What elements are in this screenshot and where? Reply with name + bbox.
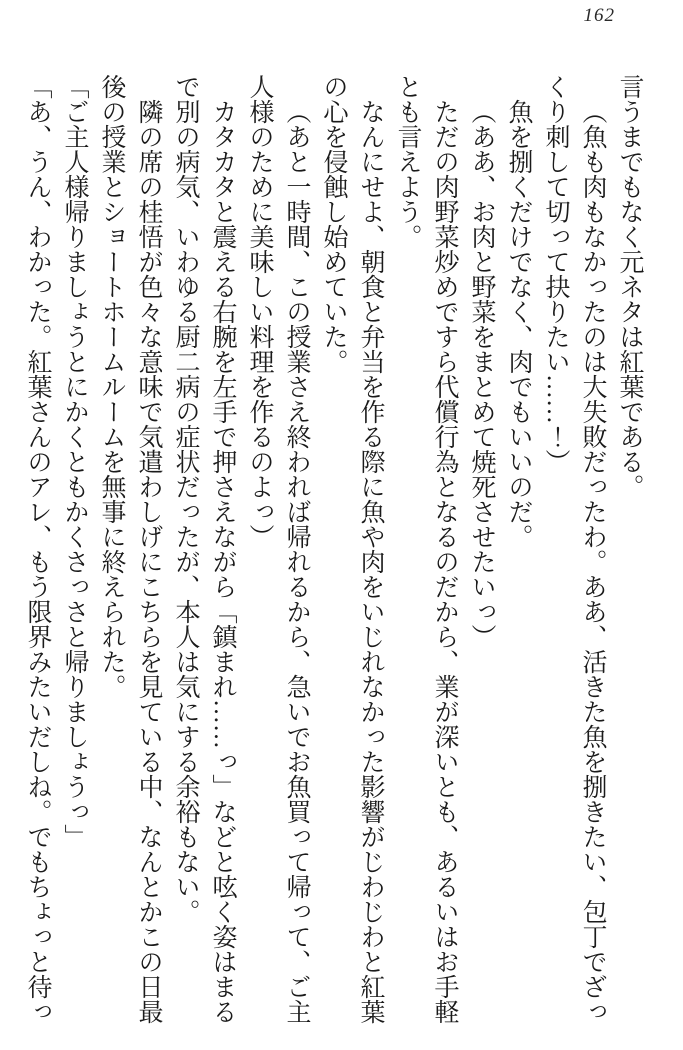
paragraph: （魚も肉もなかったのは大失敗だったわ。ああ、活きた魚を捌きたい、包丁でざっくり刺して切って抉りたい……！） [542,74,606,1024]
body-text [19,74,648,1026]
paragraph: 隣の席の桂悟が色々な意味で気遣わしげにこちらを見ている中、なんとかこの日最後の授業とショートホームルームを無事に終えられた。 [98,74,162,1024]
paragraph: （ああ、お肉と野菜をまとめて焼死させたいっ） [468,99,495,649]
paragraph: 言うまでもなく元ネタは紅葉である。 [616,74,643,499]
page-number: 162 [583,5,615,26]
paragraph: 「ご主人様帰りましょうとにかくともかくさっさと帰りましょうっ」 [61,74,88,849]
paragraph: カタカタと震える右腕を左手で押さえながら「鎮まれ……っ」などと呟く姿はまるで別の病気、いわゆる厨二病の症状だったが、本人は気にする余裕もない。 [172,74,236,1024]
paragraph: なんにせよ、朝食と弁当を作る際に魚や肉をいじれなかった影響がじわじわと紅葉の心を侵蝕し始めていた。 [320,74,384,1024]
paragraph: 「あ、うん、わかった。紅葉さんのアレ、もう限界みたいだしね。でもちょっと待っ [24,74,51,1024]
paragraph: ただの肉野菜炒めですら代償行為となるのだから、業が深いとも、あるいはお手軽とも言えよう。 [394,74,458,1024]
paragraph: （あと一時間、この授業さえ終われば帰れるから、急いでお魚買って帰って、ご主人様のために美味しい料理を作るのよっ） [246,74,310,1024]
paragraph: 魚を捌くだけでなく、肉でもいいのだ。 [505,99,532,549]
